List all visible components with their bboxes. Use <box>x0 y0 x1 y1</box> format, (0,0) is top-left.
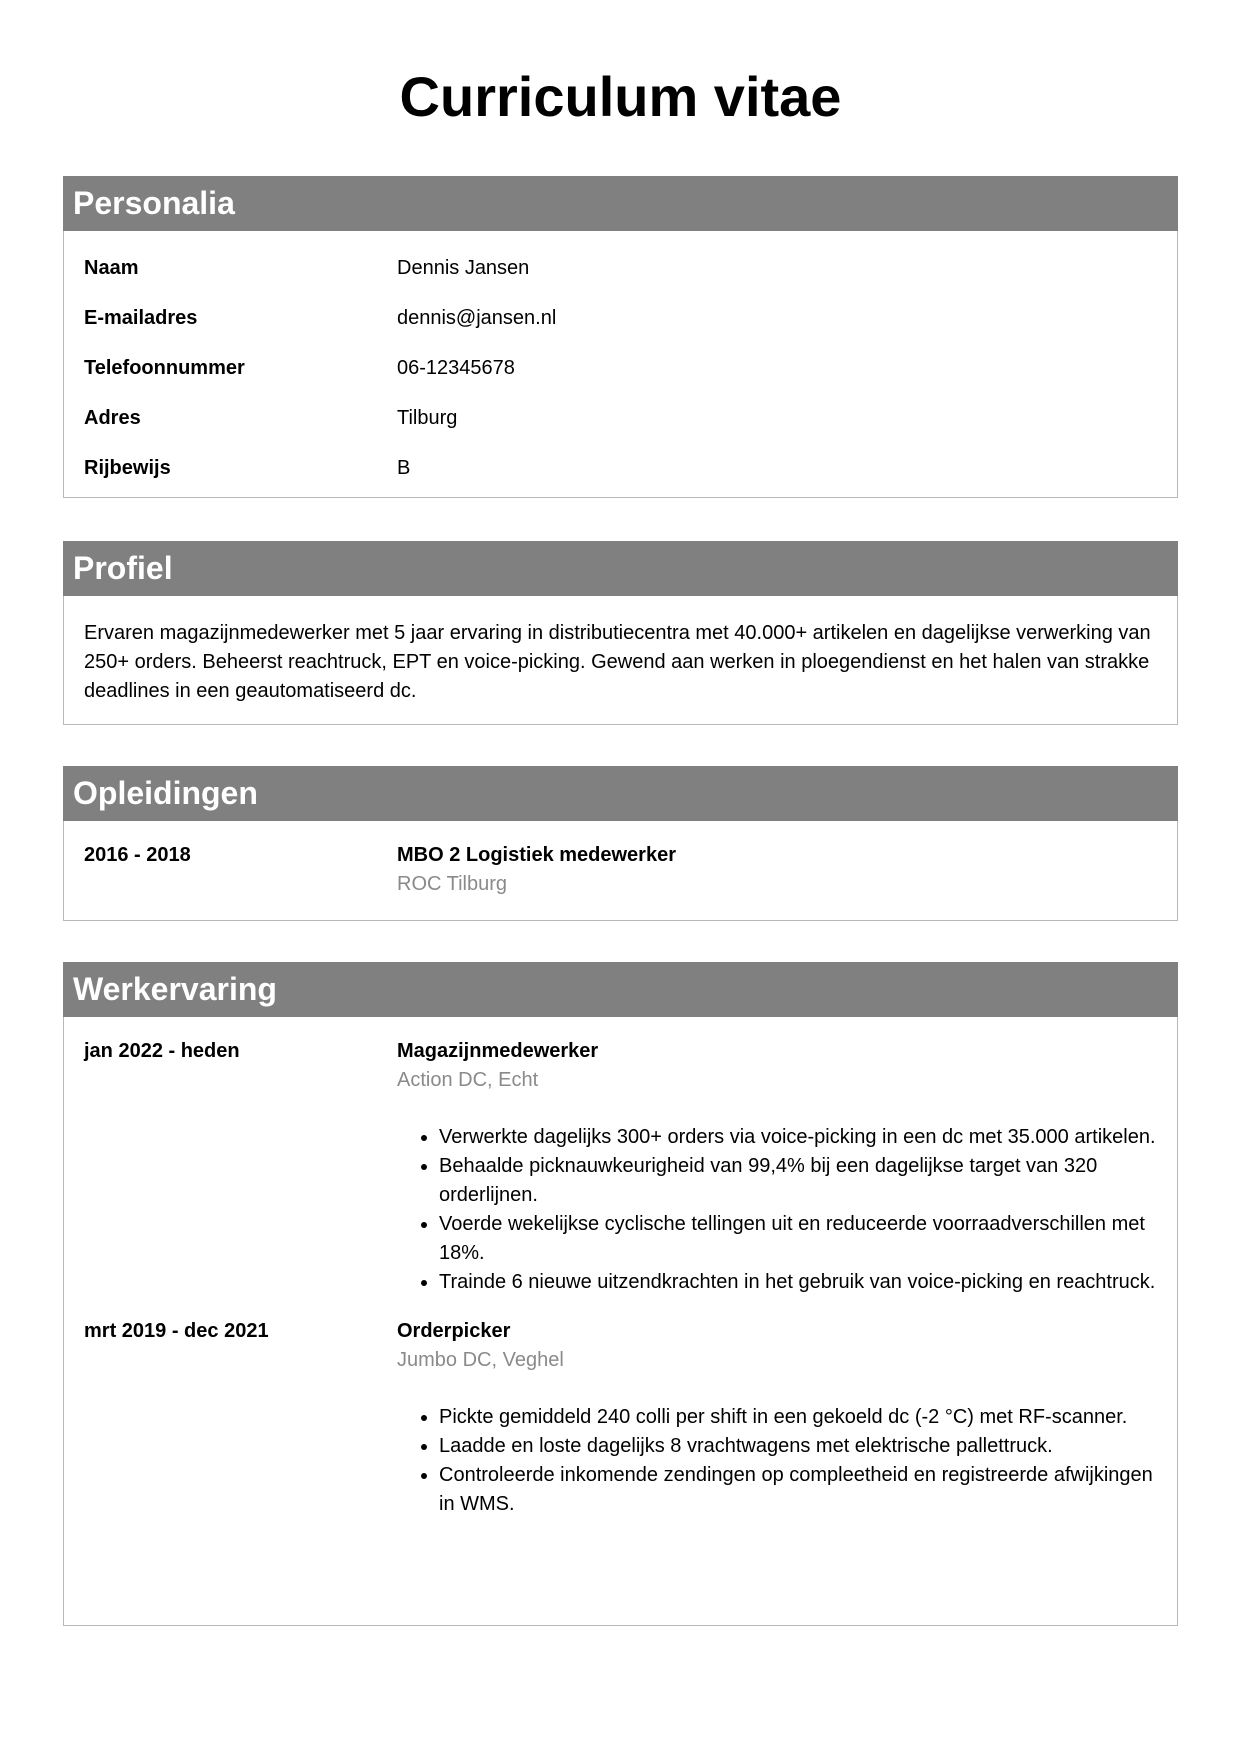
job-bullet: • Voerde wekelijkse cyclische tellingen uit en reduceerde voorraadverschillen met 18%. <box>439 1210 1157 1268</box>
education-period: 2016 - 2018 <box>84 844 191 866</box>
personalia-heading: Personalia <box>63 176 1178 231</box>
personalia-label: Rijbewijs <box>84 457 171 479</box>
personalia-label: E-mailadres <box>84 307 198 329</box>
education-details <box>397 841 1157 899</box>
werkervaring-heading: Werkervaring <box>63 962 1178 1017</box>
job-period: mrt 2019 - dec 2021 <box>84 1320 269 1342</box>
job-bullet-list <box>397 1123 1157 1297</box>
job-entry <box>84 1037 1157 1297</box>
personalia-value: dennis@jansen.nl <box>397 307 557 329</box>
personalia-row-telefoon <box>84 348 1157 398</box>
personalia-value: B <box>397 457 411 479</box>
profiel-heading: Profiel <box>63 541 1178 596</box>
document-title: Curriculum vitae <box>399 65 842 128</box>
opleidingen-heading: Opleidingen <box>63 766 1178 821</box>
job-details <box>397 1037 1157 1297</box>
personalia-row-naam <box>84 248 1157 298</box>
personalia-label: Adres <box>84 407 141 429</box>
opleidingen-section <box>63 766 1178 921</box>
personalia-row-adres <box>84 398 1157 448</box>
job-entry <box>84 1317 1157 1519</box>
personalia-label: Naam <box>84 257 139 279</box>
personalia-value: 06-12345678 <box>397 357 515 379</box>
personalia-value: Dennis Jansen <box>397 257 530 279</box>
profiel-body <box>64 596 1177 729</box>
job-bullet: • Verwerkte dagelijks 300+ orders via voice-picking in een dc met 35.000 artikelen. <box>439 1123 1157 1152</box>
job-period: jan 2022 - heden <box>84 1040 240 1062</box>
job-employer: Jumbo DC, Veghel <box>397 1349 564 1371</box>
job-bullet: • Trainde 6 nieuwe uitzendkrachten in het gebruik van voice-picking en reachtruck. <box>439 1268 1157 1297</box>
job-employer: Action DC, Echt <box>397 1069 539 1091</box>
personalia-label: Telefoonnummer <box>84 357 245 379</box>
job-title: Magazijnmedewerker <box>397 1040 599 1062</box>
job-bullet: • Behaalde picknauwkeurigheid van 99,4% bij een dagelijkse target van 320 orderlijnen. <box>439 1152 1157 1210</box>
job-bullet: • Pickte gemiddeld 240 colli per shift in een gekoeld dc (-2 °C) met RF-scanner. <box>439 1403 1157 1432</box>
job-bullet: • Laadde en loste dagelijks 8 vrachtwagens met elektrische pallettruck. <box>439 1432 1157 1461</box>
profile-text: Ervaren magazijnmedewerker met 5 jaar ervaring in distributiecentra met 40.000+ artikelen en dagelijkse verwerking van 250+ orders. Beheerst reachtruck, EPT en voice-picking. Gewend aan werken in ploegendienst en het halen van strakke deadlines in een geautomatiseerd dc. <box>84 622 1151 702</box>
job-title: Orderpicker <box>397 1320 511 1342</box>
job-details <box>397 1317 1157 1519</box>
profiel-section <box>63 541 1178 725</box>
personalia-body <box>64 231 1177 513</box>
werkervaring-body <box>64 1017 1177 1534</box>
education-title: MBO 2 Logistiek medewerker <box>397 844 676 866</box>
job-bullet: • Controleerde inkomende zendingen op compleetheid en registreerde afwijkingen in WMS. <box>439 1461 1157 1519</box>
personalia-row-email <box>84 298 1157 348</box>
education-school: ROC Tilburg <box>397 873 508 895</box>
personalia-section <box>63 176 1178 498</box>
education-entry <box>84 841 1157 899</box>
job-bullet-list <box>397 1403 1157 1519</box>
opleidingen-body <box>64 821 1177 914</box>
werkervaring-section <box>63 962 1178 1626</box>
personalia-row-rijbewijs <box>84 448 1157 498</box>
personalia-value: Tilburg <box>397 407 458 429</box>
